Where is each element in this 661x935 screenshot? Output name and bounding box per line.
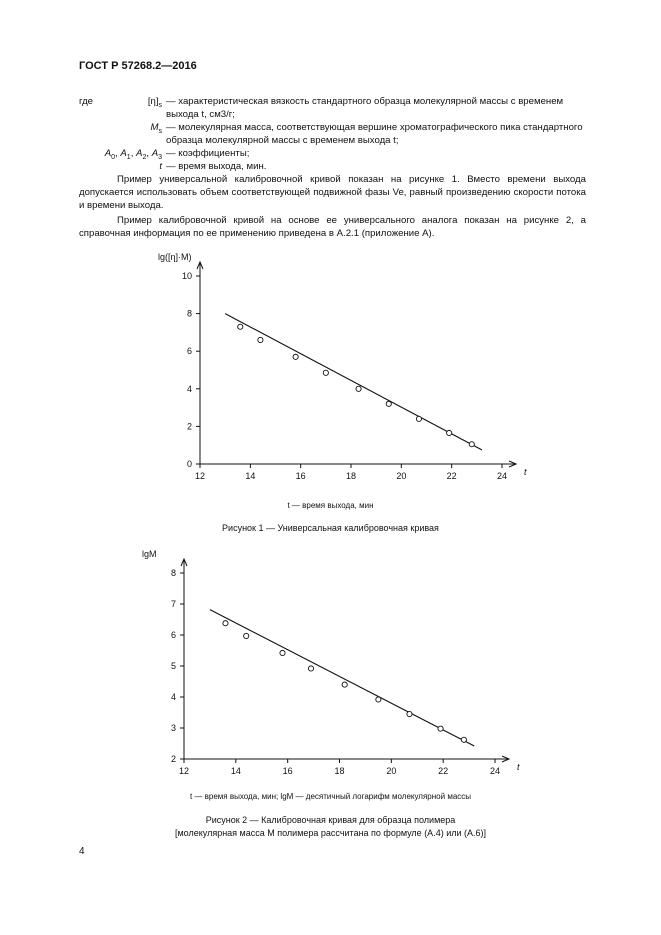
data-point [447, 430, 452, 435]
definition-text-viscosity: — характеристическая вязкость стандартного образца молекулярной массы с временем выхода t, см3/г; [166, 96, 564, 120]
definition-symbol-viscosity: $[\eta]_s$ [147, 96, 162, 109]
data-point [342, 682, 347, 687]
figure1-caption: Рисунок 1 — Универсальная калибровочная кривая [222, 523, 439, 533]
y-tick-label: 0 [186, 459, 192, 469]
data-point [356, 386, 361, 391]
data-point [293, 354, 298, 359]
x-tick-label: 24 [496, 471, 508, 481]
data-point [386, 401, 391, 406]
x-tick-label: 16 [282, 766, 293, 776]
page-number: 4 [79, 846, 85, 857]
x-tick-label: 16 [295, 471, 306, 481]
y-axis-label: lg([η]·M) [158, 252, 192, 262]
y-tick-label: 3 [170, 723, 176, 733]
x-tick-label: 22 [446, 471, 457, 481]
y-tick-label: 2 [186, 421, 192, 432]
figure1-axis-note: t — время выхода, мин [287, 501, 374, 510]
data-point [244, 633, 249, 638]
y-axis-label: lgM [142, 549, 157, 559]
x-axis-label: t [524, 467, 527, 477]
data-point [323, 370, 328, 375]
data-point [308, 666, 313, 671]
figure2-caption-line1: Рисунок 2 — Калибровочная кривая для образца полимера [205, 815, 456, 825]
x-tick-label: 20 [386, 766, 397, 776]
y-tick-label: 4 [170, 692, 176, 702]
x-tick-label: 14 [245, 471, 256, 481]
paragraph-figure2-reference: Пример калибровочной кривой на основе ее универсального аналога показан на рисунке 2, а справочная информация по ее применению приведена в А.2.1 (приложение А). [79, 215, 586, 239]
definition-symbol-mass: $M_s$ [150, 122, 162, 135]
x-tick-label: 18 [334, 766, 345, 776]
data-point [438, 726, 443, 731]
x-tick-label: 12 [178, 766, 190, 776]
x-tick-label: 18 [345, 471, 357, 481]
data-point [416, 416, 421, 421]
x-tick-label: 24 [489, 766, 501, 776]
calibration-line [210, 610, 474, 746]
document-header: ГОСТ Р 57268.2—2016 [79, 60, 197, 72]
data-point [258, 337, 263, 342]
data-point [407, 711, 412, 716]
definition-text-coefficients: — коэффициенты; [166, 148, 250, 159]
definition-symbol-time: t [159, 161, 162, 172]
definition-text-mass: — молекулярная масса, соответствующая вершине хроматографического пика стандартного образца молекулярной массы с временем выхода t; [166, 122, 583, 146]
y-tick-label: 8 [170, 568, 176, 578]
data-point [223, 621, 228, 626]
x-tick-label: 12 [194, 471, 206, 481]
figure2-axis-note: t — время выхода, мин; lgM — десятичный логарифм молекулярной массы [189, 792, 472, 801]
y-tick-label: 7 [170, 599, 176, 609]
x-axis-label: t [517, 762, 520, 772]
y-tick-label: 4 [186, 383, 192, 394]
paragraph-figure1-reference: Пример универсальной калибровочной кривой показан на рисунке 1. Вместо времени выхода допускается использовать объем соответствующей подвижной фазы Ve, равный произведению скорости потока и времени выхода. [79, 174, 586, 211]
calibration-line [225, 314, 482, 450]
where-word: где [79, 96, 94, 107]
x-tick-label: 22 [438, 766, 449, 776]
y-tick-label: 2 [170, 754, 176, 764]
y-tick-label: 6 [170, 630, 176, 640]
definition-symbol-coefficients: $A_0$, $A_1$, $A_2$, $A_3$ [104, 148, 162, 161]
definition-text-time: — время выхода, мин. [166, 161, 267, 172]
y-tick-label: 6 [186, 346, 192, 357]
data-point [238, 324, 243, 329]
data-point [280, 650, 285, 655]
figure1-chart [140, 248, 560, 498]
data-point [469, 442, 474, 447]
y-tick-label: 10 [181, 271, 192, 281]
data-point [376, 697, 381, 702]
figure2-caption-line2: [молекулярная масса M полимера рассчитана по формуле (А.4) или (А.6)] [174, 828, 487, 838]
y-tick-label: 8 [186, 308, 192, 319]
y-tick-label: 5 [170, 661, 176, 671]
data-point [461, 737, 466, 742]
figure2-chart [140, 540, 560, 790]
x-tick-label: 14 [230, 766, 241, 776]
x-tick-label: 20 [396, 471, 407, 481]
